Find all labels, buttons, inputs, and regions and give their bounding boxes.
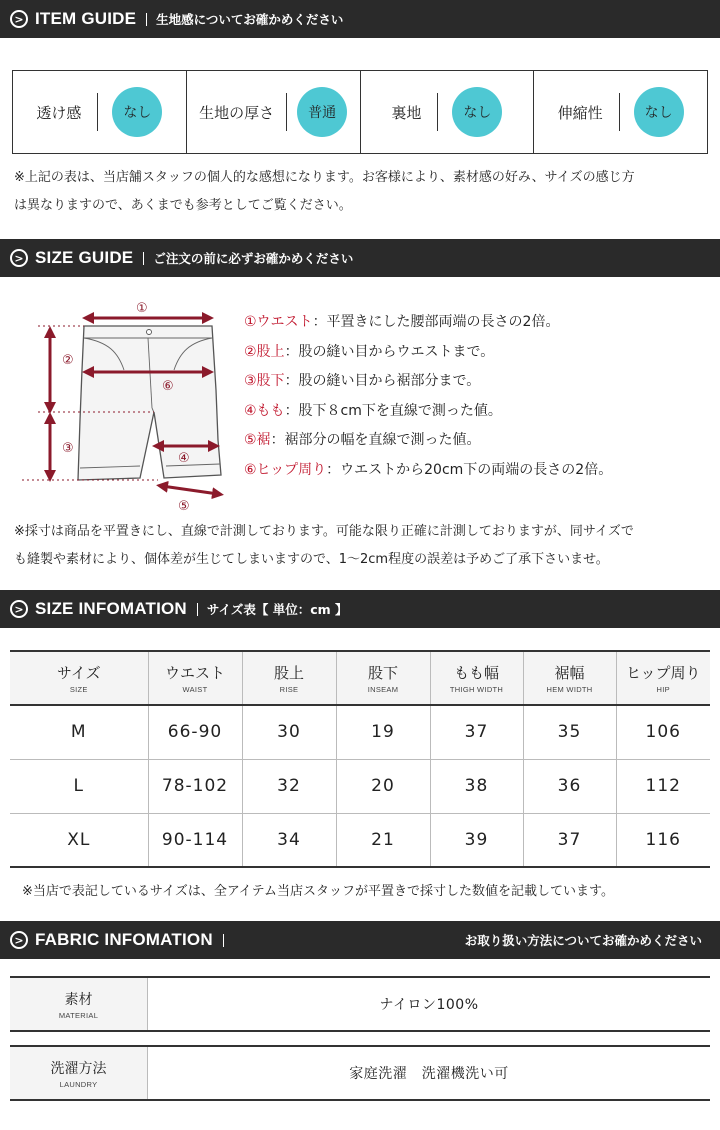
item-guide-cell — [361, 71, 535, 153]
table-row — [10, 759, 710, 813]
table-cell: 30 — [242, 705, 336, 759]
table-cell: 35 — [523, 705, 616, 759]
header-separator — [143, 252, 144, 265]
table-cell: 21 — [336, 813, 430, 867]
header-separator — [146, 13, 147, 26]
table-cell: 90-114 — [148, 813, 242, 867]
measurement-item: ⑤裾：裾部分の幅を直線で測った値。 — [244, 432, 481, 448]
measurement-item: ⑥ヒップ周り：ウエストから20cm下の両端の長さの2倍。 — [244, 461, 613, 478]
shorts-outline — [78, 326, 221, 480]
cell-divider — [619, 93, 620, 131]
table-cell: 32 — [242, 759, 336, 813]
item-guide-subtitle: 生地感についてお確かめください — [156, 12, 344, 27]
note-line: は異なりますので、あくまでも参考としてご覧ください。 — [14, 198, 352, 213]
item-guide-badge: 普通 — [297, 87, 347, 137]
chevron-circle-icon: > — [10, 600, 28, 618]
diagram-label-6: ⑥ — [162, 379, 174, 394]
cell-divider — [286, 93, 287, 131]
item-guide-cell — [13, 71, 187, 153]
diagram-label-5: ⑤ — [178, 499, 190, 514]
size-table-header — [10, 651, 710, 705]
item-guide-cell — [187, 71, 361, 153]
table-cell: 106 — [645, 722, 681, 743]
table-row — [10, 705, 710, 759]
header-cell: ヒップ周り HIP — [625, 664, 701, 694]
measurement-item: ③股下：股の縫い目から裾部分まで。 — [244, 373, 481, 389]
measurement-list — [244, 308, 612, 485]
item-guide-badge: なし — [112, 87, 162, 137]
header-separator — [223, 934, 224, 947]
table-cell: 34 — [242, 813, 336, 867]
table-cell: XL — [10, 813, 148, 867]
table-row — [10, 813, 710, 867]
fabric-info-header — [0, 921, 720, 959]
size-info-title: SIZE INFOMATION — [35, 599, 187, 618]
fabric-label: 洗濯方法 LAUNDRY — [10, 1047, 148, 1099]
fabric-info-title: FABRIC INFOMATION — [35, 930, 213, 949]
fabric-row-laundry — [10, 1045, 710, 1101]
item-guide-label: 裏地 — [391, 103, 422, 122]
size-table — [10, 650, 710, 868]
item-guide-label: 伸縮性 — [557, 103, 603, 122]
size-guide-note — [14, 518, 634, 574]
size-info-subtitle: サイズ表【 単位：cm 】 — [206, 602, 348, 617]
table-cell: 19 — [336, 705, 430, 759]
item-guide-title: ITEM GUIDE — [35, 9, 137, 28]
header-cell: 股上 RISE — [242, 651, 336, 705]
fabric-row-material — [10, 976, 710, 1032]
size-info-note: ※当店で表記しているサイズは、全アイテム当店スタッフが平置きで採寸した数値を記載しています。 — [22, 884, 614, 899]
chevron-circle-icon: > — [10, 249, 28, 267]
size-guide-subtitle: ご注文の前に必ずお確かめください — [153, 251, 354, 266]
size-info-header — [0, 590, 720, 628]
measurement-item: ④もも：股下８cm下を直線で測った値。 — [244, 402, 502, 419]
header-cell: サイズ SIZE — [10, 651, 148, 705]
table-cell: 78-102 — [148, 759, 242, 813]
fabric-value: 家庭洗濯 洗濯機洗い可 — [349, 1066, 509, 1082]
size-guide-header — [0, 239, 720, 277]
item-guide-badge: なし — [634, 87, 684, 137]
table-cell: 66-90 — [148, 705, 242, 759]
table-cell: 39 — [430, 813, 523, 867]
item-guide-table — [12, 70, 708, 154]
item-guide-header — [0, 0, 720, 38]
table-cell: M — [10, 705, 148, 759]
diagram-label-4: ④ — [178, 451, 190, 466]
note-line: も縫製や素材により、個体差が生じてしまいますので、1〜2cm程度の誤差は予めご了承下さいませ。 — [14, 552, 609, 567]
measurement-item: ①ウエスト：平置きにした腰部両端の長さの2倍。 — [244, 314, 560, 330]
size-guide-title: SIZE GUIDE — [35, 248, 134, 267]
diagram-label-1: ① — [136, 301, 148, 316]
item-guide-label: 透け感 — [36, 103, 82, 122]
table-cell: L — [10, 759, 148, 813]
measurement-item: ②股上：股の縫い目からウエストまで。 — [244, 343, 495, 360]
shorts-diagram — [18, 290, 240, 520]
diagram-label-3: ③ — [62, 441, 74, 456]
item-guide-badge: なし — [452, 87, 502, 137]
item-guide-note — [14, 164, 635, 220]
cell-divider — [97, 93, 98, 131]
note-line: ※上記の表は、当店舗スタッフの個人的な感想になります。お客様により、素材感の好み、サイズの感じ方 — [14, 170, 635, 185]
header-cell: 裾幅 HEM WIDTH — [523, 651, 616, 705]
fabric-label: 素材 MATERIAL — [10, 978, 148, 1030]
table-cell: 38 — [430, 759, 523, 813]
note-line: ※採寸は商品を平置きにし、直線で計測しております。可能な限り正確に計測しておりますが、同サイズで — [14, 524, 634, 539]
header-cell: ウエスト WAIST — [148, 651, 242, 705]
header-cell: もも幅 THIGH WIDTH — [430, 651, 523, 705]
table-cell: 37 — [430, 705, 523, 759]
table-cell: 112 — [645, 776, 681, 796]
fabric-value: ナイロン100% — [379, 997, 479, 1013]
chevron-circle-icon: > — [10, 10, 28, 28]
cell-divider — [437, 93, 438, 131]
table-cell: 20 — [336, 759, 430, 813]
item-guide-cell — [534, 71, 707, 153]
item-guide-label: 生地の厚さ — [199, 103, 275, 122]
header-cell: 股下 INSEAM — [336, 651, 430, 705]
table-cell: 116 — [645, 829, 681, 850]
chevron-circle-icon: > — [10, 931, 28, 949]
table-cell: 37 — [523, 813, 616, 867]
diagram-label-2: ② — [62, 353, 74, 368]
table-cell: 36 — [523, 759, 616, 813]
fabric-info-subtitle: お取り扱い方法についてお確かめください — [464, 933, 702, 948]
header-separator — [197, 603, 198, 616]
